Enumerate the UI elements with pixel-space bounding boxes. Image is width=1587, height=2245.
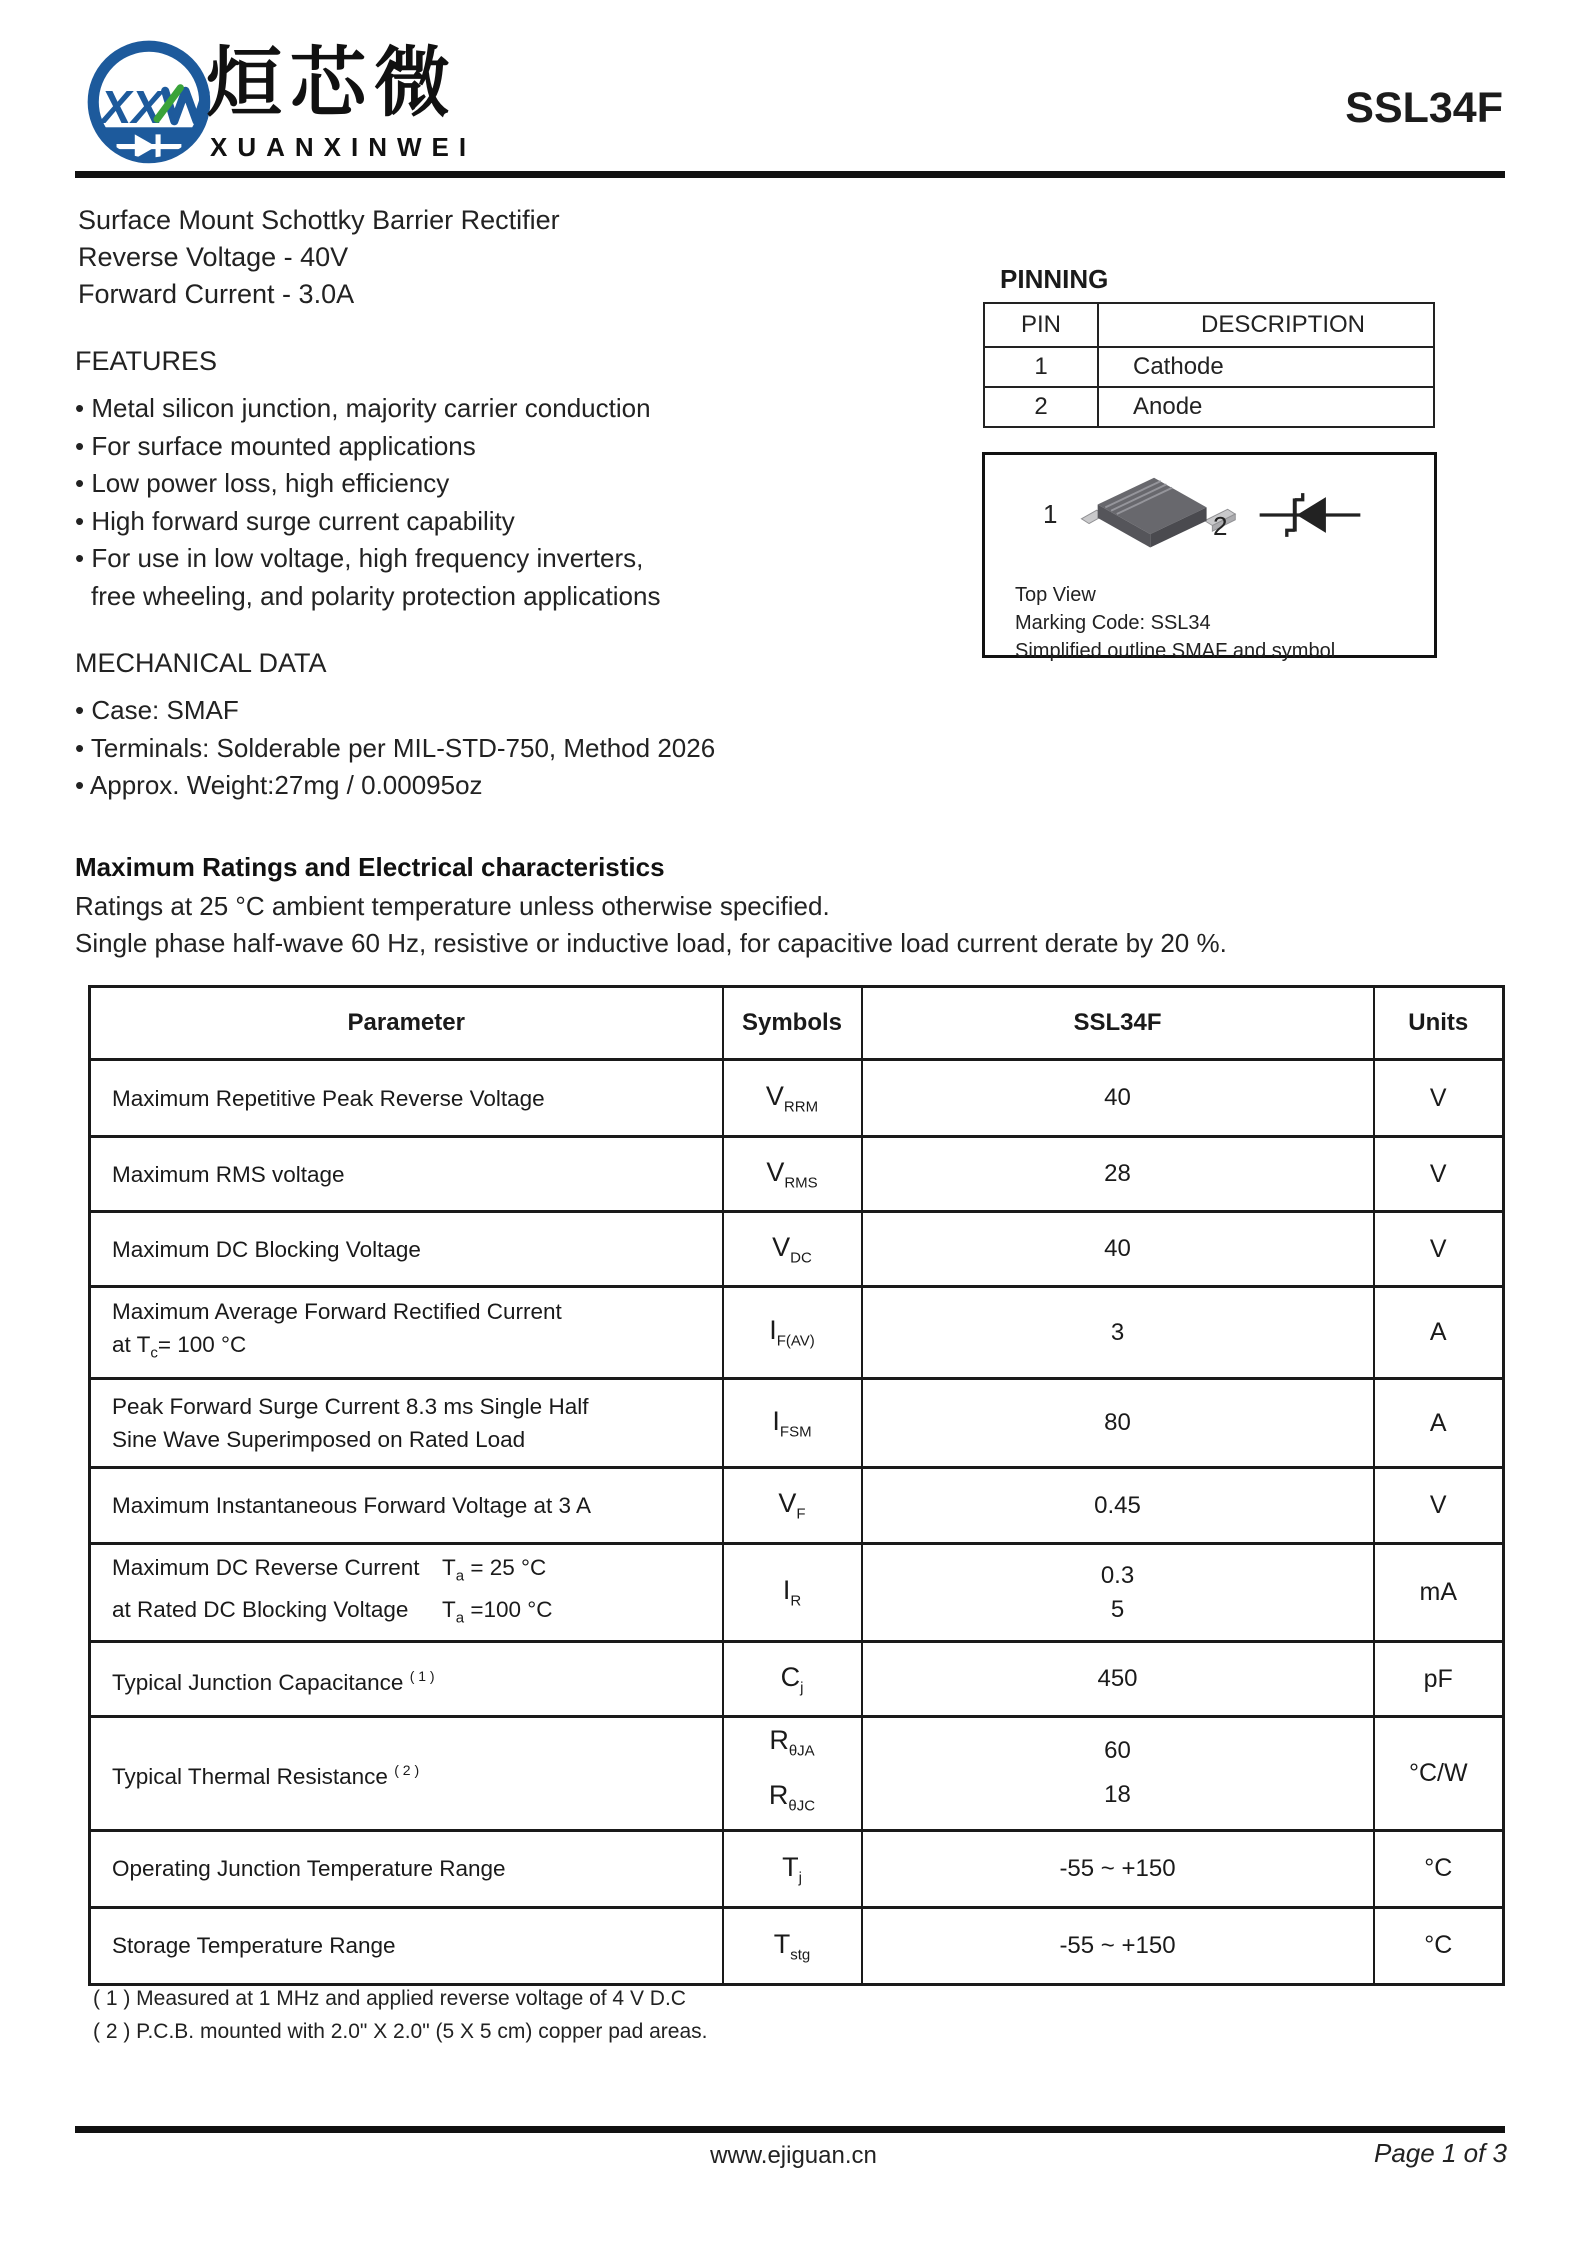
symbol-cell: $T_{stg}$ <box>723 1907 862 1984</box>
schottky-diode-symbol-icon <box>1257 491 1363 539</box>
table-row <box>90 1544 1504 1642</box>
ratings-conditions <box>75 888 1227 962</box>
table-row <box>90 1717 1504 1831</box>
mechanical-data-section <box>75 648 715 805</box>
pinning-header-row <box>984 303 1434 347</box>
footnote-line: ( 1 ) Measured at 1 MHz and applied reverse voltage of 4 V D.C <box>93 1987 686 2010</box>
parameter-cell: Maximum RMS voltage <box>90 1137 723 1212</box>
table-row <box>90 1060 1504 1137</box>
summary-line: Forward Current - 3.0A <box>78 279 355 309</box>
features-title: FEATURES <box>75 346 218 376</box>
column-header: Symbols <box>723 987 862 1060</box>
value-cell: 0.3 5 <box>862 1544 1374 1642</box>
symbol-cell: $I_R$ <box>723 1544 862 1642</box>
symbol-cell: $V_{RRM}$ <box>723 1060 862 1137</box>
unit-cell: °C <box>1374 1830 1504 1907</box>
pin-description: Anode <box>1098 387 1434 427</box>
caption-line: Marking Code: SSL34 <box>1015 612 1211 634</box>
value-cell: 80 <box>862 1379 1374 1468</box>
feature-item: • For surface mounted applications <box>75 428 660 466</box>
features-section <box>75 346 660 615</box>
table-row <box>984 387 1434 427</box>
unit-cell: °C/W <box>1374 1717 1504 1831</box>
pin-number: 1 <box>984 347 1098 387</box>
mechanical-item: • Terminals: Solderable per MIL-STD-750, Method 2026 <box>75 730 715 768</box>
symbol-cell: $V_{RMS}$ <box>723 1137 862 1212</box>
table-row <box>90 1379 1504 1468</box>
symbol-cell: $T_j$ <box>723 1830 862 1907</box>
pin2-label: 2 <box>1213 511 1228 541</box>
unit-cell: A <box>1374 1287 1504 1379</box>
package-outline-box <box>982 452 1437 662</box>
parameter-cell: Operating Junction Temperature Range <box>90 1830 723 1907</box>
caption-line: Top View <box>1015 584 1096 606</box>
column-header: SSL34F <box>862 987 1374 1060</box>
feature-item: • High forward surge current capability <box>75 503 660 541</box>
condition-line: Ratings at 25 °C ambient temperature unless otherwise specified. <box>75 891 830 921</box>
table-row <box>90 1468 1504 1544</box>
description-header: DESCRIPTION <box>1098 303 1434 347</box>
product-summary <box>78 202 560 313</box>
mechanical-item: • Approx. Weight:27mg / 0.00095oz <box>75 767 715 805</box>
symbol-cell: $V_F$ <box>723 1468 862 1544</box>
symbol-cell: $R_{\theta JA}$ $R_{\theta JC}$ <box>723 1717 862 1831</box>
column-header: Units <box>1374 987 1504 1060</box>
caption-line: Simplified outline SMAF and symbol <box>1015 640 1336 662</box>
parameter-cell: Maximum Repetitive Peak Reverse Voltage <box>90 1060 723 1137</box>
pin-description: Cathode <box>1098 347 1434 387</box>
table-row <box>90 1642 1504 1717</box>
feature-item: • Metal silicon junction, majority carrier conduction <box>75 390 660 428</box>
value-cell: 3 <box>862 1287 1374 1379</box>
unit-cell: °C <box>1374 1907 1504 1984</box>
ratings-header-row <box>90 987 1504 1060</box>
parameter-cell: Maximum Instantaneous Forward Voltage at 3 A <box>90 1468 723 1544</box>
ratings-table <box>88 985 1505 1986</box>
pin-header: PIN <box>984 303 1098 347</box>
symbol-cell: $I_{F(AV)}$ <box>723 1287 862 1379</box>
outline-caption <box>1015 581 1335 665</box>
parameter-cell: Typical Thermal Resistance $^{( 2 )}$ <box>90 1717 723 1831</box>
pin-number: 2 <box>984 387 1098 427</box>
footer-divider <box>75 2126 1505 2133</box>
value-cell: 0.45 <box>862 1468 1374 1544</box>
value-cell: 60 18 <box>862 1717 1374 1831</box>
summary-line: Reverse Voltage - 40V <box>78 242 349 272</box>
company-name-english: XUANXINWEI <box>210 132 477 162</box>
table-row <box>90 1907 1504 1984</box>
parameter-cell: Typical Junction Capacitance $^{( 1 )}$ <box>90 1642 723 1717</box>
logo-letters: XX <box>100 81 163 134</box>
symbol-cell: $C_j$ <box>723 1642 862 1717</box>
parameter-cell: Peak Forward Surge Current 8.3 ms Single Half Sine Wave Superimposed on Rated Load <box>90 1379 723 1468</box>
feature-item: • Low power loss, high efficiency <box>75 465 660 503</box>
summary-line: Surface Mount Schottky Barrier Rectifier <box>78 205 560 235</box>
value-cell: -55 ~ +150 <box>862 1907 1374 1984</box>
mechanical-title: MECHANICAL DATA <box>75 648 327 678</box>
value-cell: 40 <box>862 1212 1374 1287</box>
symbol-cell: $I_{FSM}$ <box>723 1379 862 1468</box>
table-row <box>90 1212 1504 1287</box>
column-header: Parameter <box>90 987 723 1060</box>
footer-website: www.ejiguan.cn <box>710 2142 877 2169</box>
unit-cell: pF <box>1374 1642 1504 1717</box>
unit-cell: mA <box>1374 1544 1504 1642</box>
footnotes <box>93 1982 708 2048</box>
value-cell: 40 <box>862 1060 1374 1137</box>
footnote-line: ( 2 ) P.C.B. mounted with 2.0" X 2.0" (5 X 5 cm) copper pad areas. <box>93 2020 708 2043</box>
company-name-chinese: 烜芯微 <box>206 41 458 126</box>
table-row <box>90 1137 1504 1212</box>
part-number: SSL34F <box>1345 84 1503 132</box>
unit-cell: V <box>1374 1137 1504 1212</box>
table-row <box>90 1830 1504 1907</box>
parameter-cell: Maximum DC Blocking Voltage <box>90 1212 723 1287</box>
unit-cell: A <box>1374 1379 1504 1468</box>
value-cell: 28 <box>862 1137 1374 1212</box>
feature-item: • For use in low voltage, high frequency inverters, <box>75 540 660 578</box>
condition-line: Single phase half-wave 60 Hz, resistive or inductive load, for capacitive load current derate by 20 %. <box>75 928 1227 958</box>
symbol-cell: $V_{DC}$ <box>723 1212 862 1287</box>
header-divider <box>75 171 1505 178</box>
pinning-table <box>983 302 1435 428</box>
value-cell: -55 ~ +150 <box>862 1830 1374 1907</box>
unit-cell: V <box>1374 1060 1504 1137</box>
parameter-cell: Maximum DC Reverse Current $T_a = 25$ °C at Rated DC Blocking Voltage $T_a =100$ °C <box>90 1544 723 1642</box>
footer-page-number: Page 1 of 3 <box>1374 2138 1507 2168</box>
pinning-title: PINNING <box>1000 264 1109 294</box>
feature-item-continuation: free wheeling, and polarity protection applications <box>91 580 661 611</box>
parameter-cell: Maximum Average Forward Rectified Current at $T_c= 100$ °C <box>90 1287 723 1379</box>
ratings-title: Maximum Ratings and Electrical characteristics <box>75 852 665 882</box>
pin1-label: 1 <box>1043 499 1058 529</box>
table-row <box>90 1287 1504 1379</box>
table-row <box>984 347 1434 387</box>
mechanical-item: • Case: SMAF <box>75 692 715 730</box>
value-cell: 450 <box>862 1642 1374 1717</box>
unit-cell: V <box>1374 1468 1504 1544</box>
unit-cell: V <box>1374 1212 1504 1287</box>
parameter-cell: Storage Temperature Range <box>90 1907 723 1984</box>
